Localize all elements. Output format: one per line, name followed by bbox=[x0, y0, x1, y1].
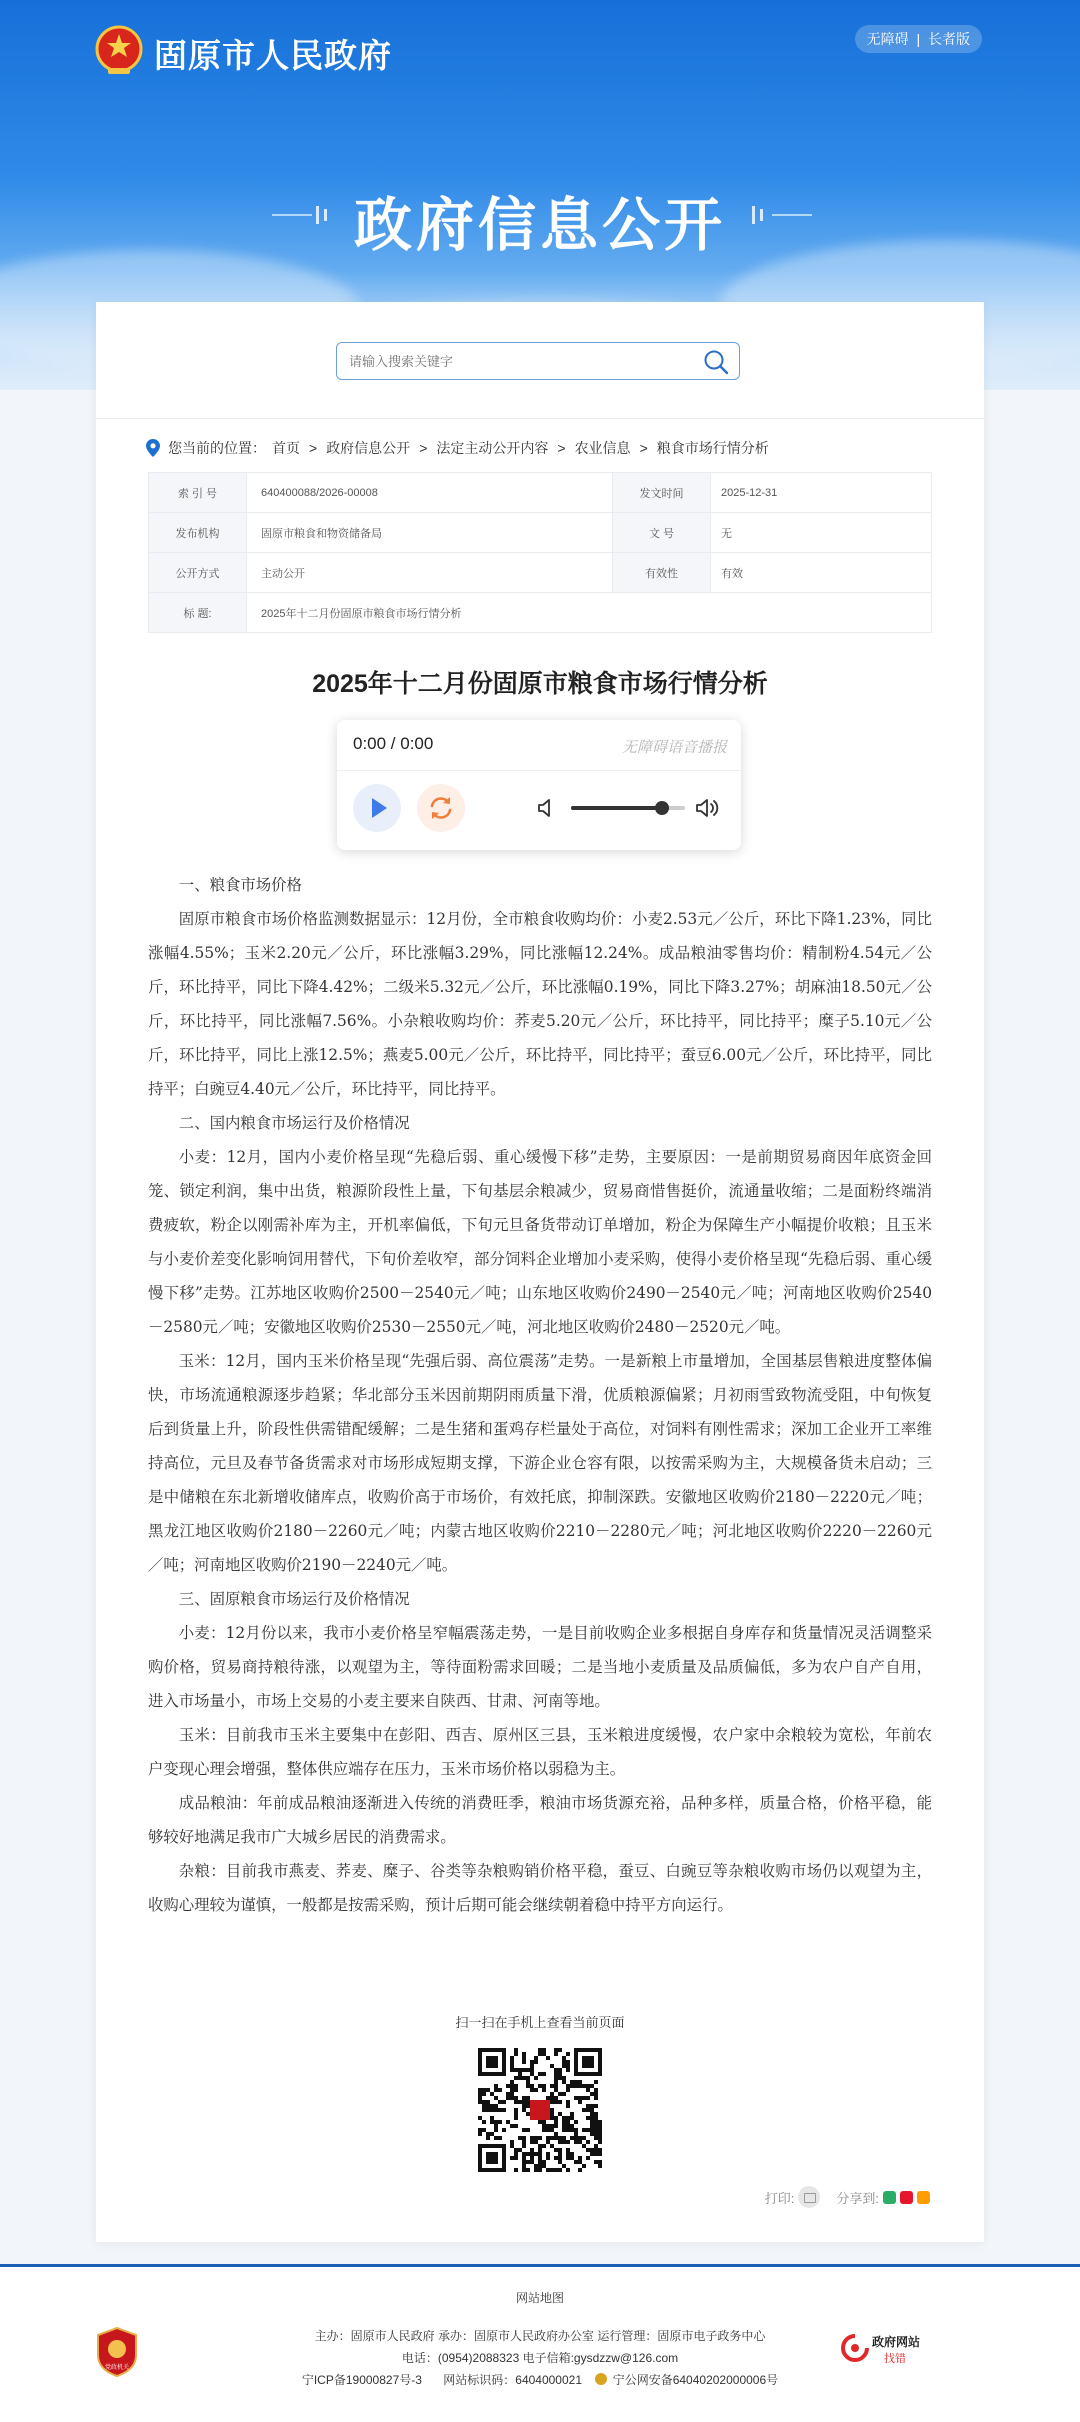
footer-contact-line: 电话：(0954)2088323 电子信箱:gysdzzw@126.com bbox=[401, 2351, 679, 2365]
footer-record-line bbox=[0, 2371, 1080, 2388]
badge-right-bottom: 找错 bbox=[884, 2353, 906, 2365]
meta-validity-value: 有效 bbox=[711, 553, 932, 593]
qr-code bbox=[474, 2044, 606, 2176]
error-report-icon bbox=[840, 2333, 870, 2363]
breadcrumb bbox=[146, 436, 769, 460]
play-icon bbox=[353, 784, 401, 832]
metadata-table bbox=[148, 472, 932, 633]
meta-docno-value: 无 bbox=[711, 513, 932, 553]
search-divider bbox=[96, 418, 984, 419]
breadcrumb-label: 您当前的位置： bbox=[168, 440, 266, 456]
volume-slider[interactable] bbox=[571, 806, 685, 810]
meta-date-value: 2025-12-31 bbox=[711, 473, 932, 513]
pill-divider: | bbox=[916, 31, 921, 47]
meta-title-key: 标 题: bbox=[149, 593, 247, 633]
location-pin-icon bbox=[146, 439, 160, 457]
paragraph: 成品粮油：年前成品粮油逐渐进入传统的消费旺季，粮油市场货源充裕，品种多样，质量合格，价格平稳，能够较好地满足我市广大城乡居民的消费需求。 bbox=[148, 1794, 932, 1846]
refresh-icon bbox=[417, 784, 465, 832]
section-heading: 二、国内粮食市场运行及价格情况 bbox=[178, 1114, 410, 1132]
site-id: 网站标识码：6404000021 bbox=[443, 2373, 583, 2387]
volume-knob[interactable] bbox=[655, 801, 669, 815]
paragraph: 玉米：目前我市玉米主要集中在彭阳、西吉、原州区三县，玉米粮进度缓慢，农户家中余粮较为宽松，年前农户变现心理会增强，整体供应端存在压力，玉米市场价格以弱稳为主。 bbox=[148, 1726, 932, 1778]
paragraph: 杂粮：目前我市燕麦、荞麦、糜子、谷类等杂粮购销价格平稳，蚕豆、白豌豆等杂粮收购市场仍以观望为主，收购心理较为谨慎，一般都是按需采购，预计后期可能会继续朝着稳中持平方向运行。 bbox=[148, 1862, 932, 1914]
breadcrumb-gov-info[interactable]: 政府信息公开 bbox=[326, 440, 411, 456]
share-bar bbox=[765, 2186, 930, 2208]
search-box bbox=[336, 342, 740, 380]
meta-index-key: 索 引 号 bbox=[149, 473, 247, 513]
player-note: 无障碍语音播报 bbox=[621, 739, 727, 756]
banner-title: 政府信息公开 bbox=[353, 193, 726, 258]
print-icon[interactable] bbox=[798, 2186, 820, 2208]
footer bbox=[0, 2264, 1080, 2422]
meta-validity-key: 有效性 bbox=[613, 553, 711, 593]
badge-left-text: 党政机关 bbox=[104, 2365, 130, 2371]
police-badge-icon bbox=[595, 2373, 607, 2385]
accessibility-switch bbox=[855, 25, 982, 53]
breadcrumb-agriculture[interactable]: 农业信息 bbox=[574, 440, 631, 456]
volume-high-icon[interactable] bbox=[695, 796, 723, 820]
paragraph: 小麦：12月份以来，我市小麦价格呈窄幅震荡走势，一是目前收购企业多根据自身库存和货量情况灵活调整采购价格，贸易商持粮待涨，以观望为主，等待面粉需求回暖；二是当地小麦质量及品质偏低，多为农户自产自用，进入市场量小，市场上交易的小麦主要来自陕西、甘肃、河南等地。 bbox=[148, 1624, 932, 1710]
section-heading: 三、固原粮食市场运行及价格情况 bbox=[178, 1590, 410, 1608]
elder-mode-link[interactable]: 长者版 bbox=[928, 31, 970, 47]
meta-title-value: 2025年十二月份固原市粮食市场行情分析 bbox=[247, 593, 932, 633]
weibo-share-icon[interactable] bbox=[900, 2191, 913, 2204]
player-time: 0:00 / 0:00 bbox=[353, 734, 434, 753]
accessibility-link[interactable]: 无障碍 bbox=[866, 31, 909, 47]
search-input[interactable] bbox=[349, 349, 689, 373]
meta-org-key: 发布机构 bbox=[149, 513, 247, 553]
wechat-share-icon[interactable] bbox=[883, 2191, 896, 2204]
content-card bbox=[96, 302, 984, 2242]
error-report-badge[interactable] bbox=[840, 2329, 924, 2369]
search-icon[interactable] bbox=[703, 349, 729, 375]
sitemap-link[interactable]: 网站地图 bbox=[515, 2291, 564, 2305]
article-title: 2025年十二月份固原市粮食市场行情分析 bbox=[312, 670, 768, 698]
breadcrumb-separator: > bbox=[557, 440, 566, 456]
site-name[interactable]: 固原市人民政府 bbox=[154, 37, 392, 74]
breadcrumb-current[interactable]: 粮食市场行情分析 bbox=[656, 440, 769, 456]
qr-caption: 扫一扫在手机上查看当前页面 bbox=[455, 2015, 625, 2030]
audio-player bbox=[337, 720, 741, 850]
section-heading: 一、粮食市场价格 bbox=[178, 876, 302, 894]
breadcrumb-separator: > bbox=[639, 440, 648, 456]
share-label: 分享到: bbox=[836, 2190, 879, 2206]
badge-right-top: 政府网站 bbox=[872, 2335, 921, 2349]
footer-org-line: 主办：固原市人民政府 承办：固原市人民政府办公室 运行管理：固原市电子政务中心 bbox=[314, 2329, 766, 2343]
title-decoration-right bbox=[752, 206, 812, 220]
meta-index-value: 640400088/2026-00008 bbox=[247, 473, 613, 513]
breadcrumb-home[interactable]: 首页 bbox=[272, 440, 300, 456]
breadcrumb-separator: > bbox=[309, 440, 318, 456]
paragraph: 小麦：12月，国内小麦价格呈现“先稳后弱、重心缓慢下移”走势，主要原因：一是前期贸易商因年底资金回笼、锁定利润，集中出货，粮源阶段性上量，下旬基层余粮减少，贸易商惜售挺价，流通量收缩；二是面粉终端消费疲软，粉企以刚需补库为主，开机率偏低，下旬元旦备货带动订单增加，粉企为保障生产小幅提价收粮；且玉米与小麦价差变化影响饲用替代，下旬价差收窄，部分饲料企业增加小麦采购，使得小麦价格呈现“先稳后弱、重心缓慢下移”走势。江苏地区收购价2500－2540元／吨；山东地区收购价2490－2540元／吨；河南地区收购价2540－2580元／吨；安徽地区收购价2530－2550元／吨，河北地区收购价2480－2520元／吨。 bbox=[148, 1148, 932, 1336]
breadcrumb-separator: > bbox=[419, 440, 428, 456]
print-label: 打印: bbox=[764, 2190, 795, 2206]
national-emblem-icon bbox=[94, 24, 144, 76]
meta-method-value: 主动公开 bbox=[247, 553, 613, 593]
article-body bbox=[148, 868, 932, 1922]
replay-button[interactable] bbox=[417, 784, 465, 832]
meta-org-value: 固原市粮食和物资储备局 bbox=[247, 513, 613, 553]
meta-docno-key: 文 号 bbox=[613, 513, 711, 553]
paragraph: 玉米：12月，国内玉米价格呈现“先强后弱、高位震荡”走势。一是新粮上市量增加，全国基层售粮进度整体偏快，市场流通粮源逐步趋紧；华北部分玉米因前期阴雨质量下滑，优质粮源偏紧；月初雨雪致物流受阻，中旬恢复后到货量上升，阶段性供需错配缓解；二是生猪和蛋鸡存栏量处于高位，对饲料有刚性需求；深加工企业开工率维持高位，元旦及春节备货需求对市场形成短期支撑，下游企业仓容有限，以按需采购为主，大规模备货未启动；三是中储粮在东北新增收储库点，收购价高于市场价，有效托底，抑制深跌。安徽地区收购价2180－2220元／吨；黑龙江地区收购价2180－2260元／吨；内蒙古地区收购价2210－2280元／吨；河北地区收购价2220－2260元／吨；河南地区收购价2190－2240元／吨。 bbox=[148, 1352, 932, 1574]
play-button[interactable] bbox=[353, 784, 401, 832]
meta-date-key: 发文时间 bbox=[613, 473, 711, 513]
paragraph: 固原市粮食市场价格监测数据显示：12月份，全市粮食收购均价：小麦2.53元／公斤，环比下降1.23%，同比涨幅4.55%；玉米2.20元／公斤，环比涨幅3.29%，同比涨幅12.24%。成品粮油零售均价：精制粉4.54元／公斤，环比持平，同比下降4.42%；二级米5.32元／公斤，环比涨幅0.19%，同比下降3.27%；胡麻油18.50元／公斤，环比持平，同比涨幅7.56%。小杂粮收购均价：荞麦5.20元／公斤，环比持平，同比持平；糜子5.10元／公斤，环比持平，同比上涨12.5%；燕麦5.00元／公斤，环比持平，同比持平；蚕豆6.00元／公斤，环比持平，同比持平；白豌豆4.40元／公斤，环比持平，同比持平。 bbox=[148, 910, 932, 1098]
breadcrumb-statutory[interactable]: 法定主动公开内容 bbox=[436, 440, 549, 456]
qzone-share-icon[interactable] bbox=[917, 2191, 930, 2204]
volume-low-icon[interactable] bbox=[537, 797, 557, 819]
meta-method-key: 公开方式 bbox=[149, 553, 247, 593]
icp-link[interactable]: 宁ICP备19000827号-3 bbox=[301, 2373, 422, 2387]
police-record-link[interactable]: 宁公网安备64040202000006号 bbox=[612, 2373, 779, 2387]
